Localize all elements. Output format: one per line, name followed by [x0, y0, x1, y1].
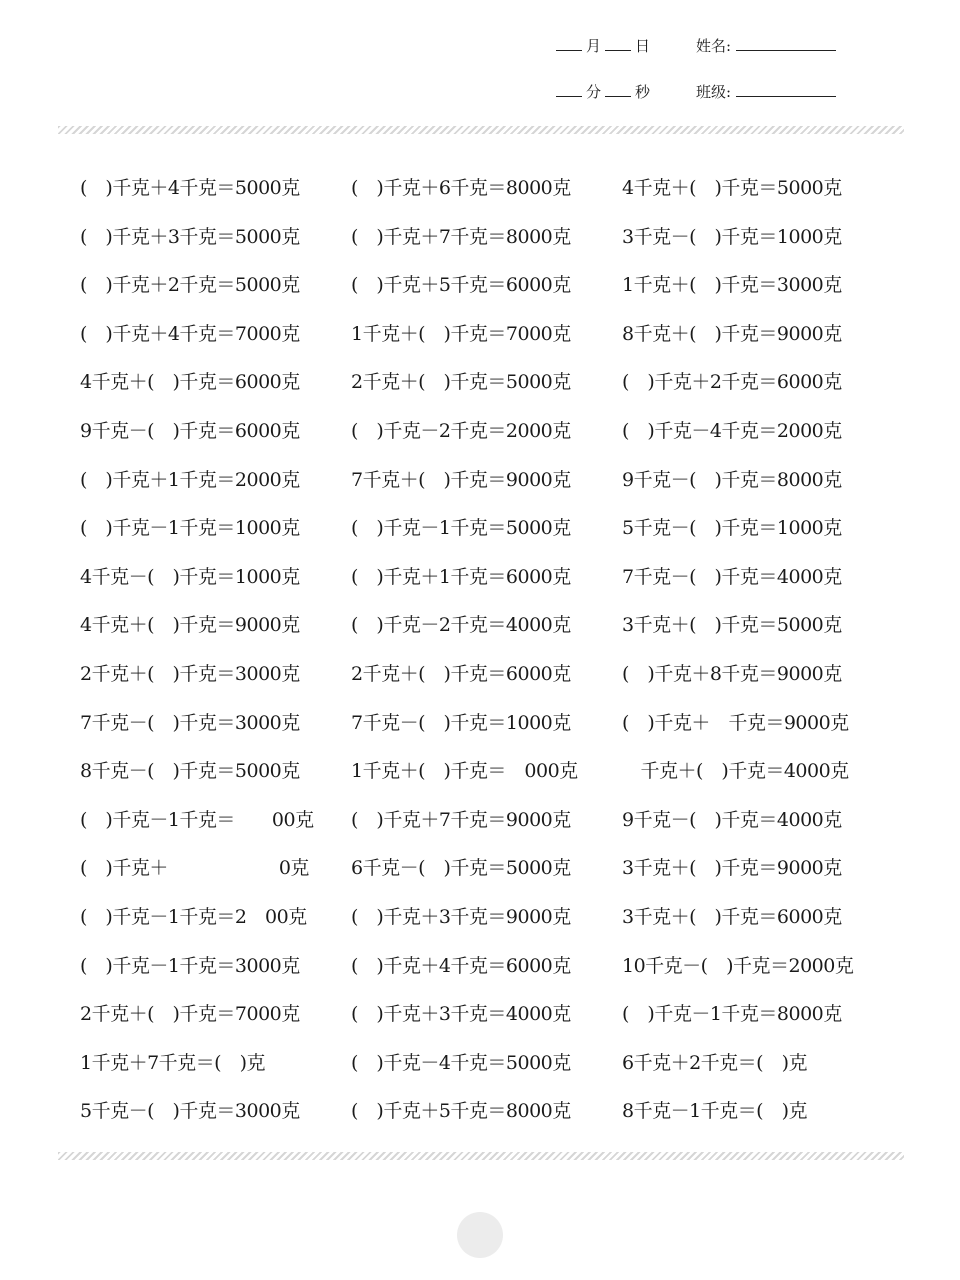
- month-label: 月: [586, 37, 602, 55]
- problem-r17-c2: ( )千克＋4千克＝6000克: [351, 954, 571, 977]
- problem-r1-c2: ( )千克＋6千克＝8000克: [351, 177, 571, 199]
- problem-r11-c2: 2千克＋( )千克＝6000克: [351, 663, 571, 685]
- problem-r18-c1: 2千克＋( )千克＝7000克: [80, 1003, 300, 1026]
- problem-r5-c3: ( )千克＋2千克＝6000克: [622, 371, 842, 394]
- problem-r8-c2: ( )千克－1千克＝5000克: [351, 517, 571, 540]
- problem-r16-c1: ( )千克－1千克＝2 00克: [80, 906, 307, 928]
- problem-r6-c1: 9千克－( )千克＝6000克: [80, 420, 300, 442]
- bottom-divider: [58, 1152, 904, 1160]
- problem-r9-c2: ( )千克＋1千克＝6000克: [351, 565, 571, 588]
- problem-r14-c2: ( )千克＋7千克＝9000克: [351, 808, 571, 831]
- problem-r4-c1: ( )千克＋4千克＝7000克: [80, 322, 300, 345]
- minute-label: 分: [586, 83, 602, 101]
- problem-r2-c1: ( )千克＋3千克＝5000克: [80, 225, 300, 248]
- problem-r13-c1: 8千克－( )千克＝5000克: [80, 760, 300, 783]
- problem-r11-c3: ( )千克＋8千克＝9000克: [622, 663, 842, 685]
- problem-r19-c2: ( )千克－4千克＝5000克: [351, 1051, 571, 1074]
- name-label: 姓名:: [696, 37, 732, 55]
- problem-r6-c3: ( )千克－4千克＝2000克: [622, 420, 842, 442]
- problem-r16-c2: ( )千克＋3千克＝9000克: [351, 906, 571, 928]
- problem-r10-c1: 4千克＋( )千克＝9000克: [80, 614, 300, 637]
- problem-r17-c1: ( )千克－1千克＝3000克: [80, 954, 300, 977]
- problem-r7-c1: ( )千克＋1千克＝2000克: [80, 468, 300, 491]
- second-label: 秒: [635, 83, 651, 101]
- problem-r5-c1: 4千克＋( )千克＝6000克: [80, 371, 300, 394]
- problem-r10-c3: 3千克＋( )千克＝5000克: [622, 614, 842, 637]
- problem-r2-c2: ( )千克＋7千克＝8000克: [351, 225, 571, 248]
- problem-r11-c1: 2千克＋( )千克＝3000克: [80, 663, 300, 685]
- problem-r19-c1: 1千克＋7千克＝( )克: [80, 1051, 266, 1074]
- problem-r3-c2: ( )千克＋5千克＝6000克: [351, 274, 571, 297]
- problem-r17-c3: 10千克－( )千克＝2000克: [622, 954, 854, 977]
- problem-r20-c2: ( )千克＋5千克＝8000克: [351, 1100, 571, 1123]
- problem-r14-c1: ( )千克－1千克＝ 00克: [80, 808, 314, 831]
- problem-r1-c3: 4千克＋( )千克＝5000克: [622, 177, 842, 199]
- problem-r8-c1: ( )千克－1千克＝1000克: [80, 517, 300, 540]
- problem-r19-c3: 6千克＋2千克＝( )克: [622, 1051, 808, 1074]
- problem-r15-c3: 3千克＋( )千克＝9000克: [622, 857, 842, 880]
- problem-r1-c1: ( )千克＋4千克＝5000克: [80, 177, 300, 199]
- problem-r4-c2: 1千克＋( )千克＝7000克: [351, 322, 571, 345]
- problem-r12-c3: ( )千克＋ 千克＝9000克: [622, 711, 849, 734]
- problem-r16-c3: 3千克＋( )千克＝6000克: [622, 906, 842, 928]
- problem-r20-c1: 5千克－( )千克＝3000克: [80, 1100, 300, 1123]
- problem-r9-c3: 7千克－( )千克＝4000克: [622, 565, 842, 588]
- problem-r7-c2: 7千克＋( )千克＝9000克: [351, 468, 571, 491]
- problem-r13-c3: 千克＋( )千克＝4000克: [622, 760, 849, 783]
- problem-r18-c2: ( )千克＋3千克＝4000克: [351, 1003, 571, 1026]
- problem-r14-c3: 9千克－( )千克＝4000克: [622, 808, 842, 831]
- problem-r18-c3: ( )千克－1千克＝8000克: [622, 1003, 842, 1026]
- problem-r3-c1: ( )千克＋2千克＝5000克: [80, 274, 300, 297]
- problem-r3-c3: 1千克＋( )千克＝3000克: [622, 274, 842, 297]
- page-indicator: [457, 1212, 503, 1258]
- problem-r10-c2: ( )千克－2千克＝4000克: [351, 614, 571, 637]
- problem-r8-c3: 5千克－( )千克＝1000克: [622, 517, 842, 540]
- problem-r13-c2: 1千克＋( )千克＝ 000克: [351, 760, 578, 783]
- problem-r15-c1: ( )千克＋ 0克: [80, 857, 309, 880]
- problem-r9-c1: 4千克－( )千克＝1000克: [80, 565, 300, 588]
- problem-r20-c3: 8千克－1千克＝( )克: [622, 1100, 808, 1123]
- problem-r2-c3: 3千克－( )千克＝1000克: [622, 225, 842, 248]
- problem-r4-c3: 8千克＋( )千克＝9000克: [622, 322, 842, 345]
- problem-r12-c2: 7千克－( )千克＝1000克: [351, 711, 571, 734]
- problem-r5-c2: 2千克＋( )千克＝5000克: [351, 371, 571, 394]
- problem-r12-c1: 7千克－( )千克＝3000克: [80, 711, 300, 734]
- problem-r7-c3: 9千克－( )千克＝8000克: [622, 468, 842, 491]
- day-label: 日: [635, 37, 651, 55]
- problem-r15-c2: 6千克－( )千克＝5000克: [351, 857, 571, 880]
- class-label: 班级:: [696, 83, 732, 101]
- problem-r6-c2: ( )千克－2千克＝2000克: [351, 420, 571, 442]
